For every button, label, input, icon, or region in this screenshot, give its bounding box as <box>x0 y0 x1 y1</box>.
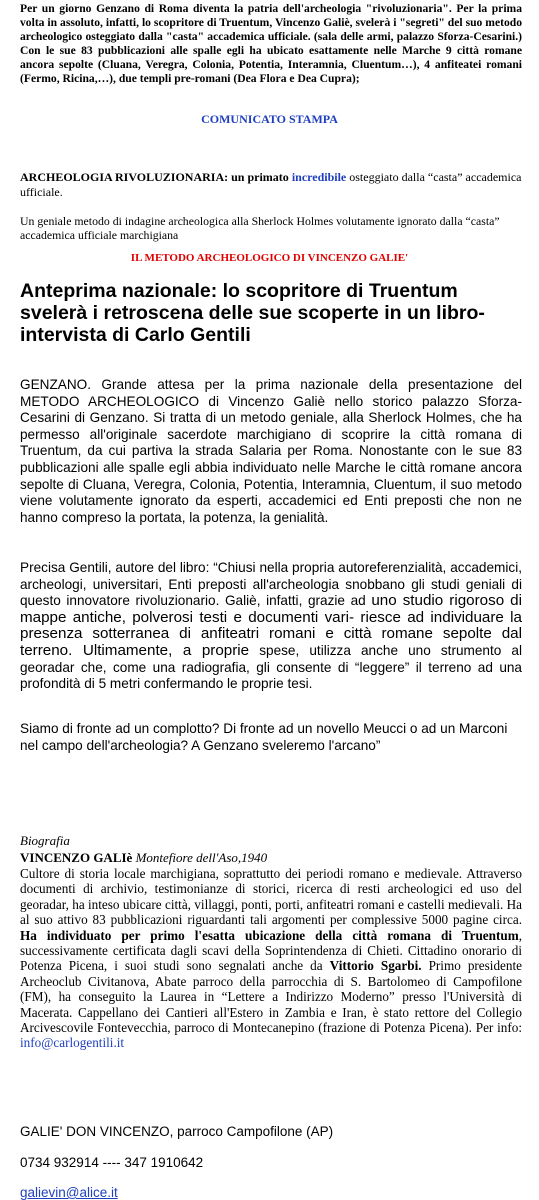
biography-text <box>20 866 522 1051</box>
biography-bold1: Ha individuato per primo l'esatta ubicazione della città romana di Truentum <box>20 927 519 943</box>
paragraph-genzano: GENZANO. Grande attesa per la prima nazionale della presentazione del METODO ARCHEOLOGICO di Vincenzo Galiè nello storico palazzo Sforza-Cesarini di Genzano. Si tratta di un metodo geniale, alla Sherlock Holmes, che ha permesso all'originale sacerdote marchigiano di scoprire la città romana di Truentum, da cui partiva la strada Salaria per Roma. Nonostante con le sue 83 pubblicazioni alle spalle egli abbia individuato nelle Marche le città romane ancora sepolte di Cluana, Veregra, Colonia, Potentia, Interamnia, Cluentum, il suo metodo viene volutamente ignorato da esperti, accademici ed Enti preposti che non ne hanno compreso la portata, la potenza, la genialità. <box>20 377 522 525</box>
geniale-metodo-line: Un geniale metodo di indagine archeologica alla Sherlock Holmes volutamente ignorato dalla “casta” accademica ufficiale marchigiana <box>20 214 500 242</box>
biography-text1: Cultore di storia locale marchigiana, soprattutto dei periodi romano e medievale. Attraverso documenti di archivio, testimonianze di storici, ricerca di resti archeologici ed uso del georadar, ha inteso ubicare città, villaggi, ponti, porti, anfiteatri romani e castelli medievali. Ha al suo attivo 83 pubblicazioni riguardanti tali argomenti per complessive 5000 pagine circa. <box>20 866 522 928</box>
contact-email-link[interactable]: galievin@alice.it <box>20 1185 118 1200</box>
paragraph-gentili-part3: spese, utilizza anche uno strumento al georadar che, come una radiografia, gli consente di “leggere” il terreno ad una profondità di 5 metri confermando le proprie tesi. <box>20 642 522 692</box>
archeologia-highlight: incredibile <box>291 170 347 184</box>
archeologia-label: ARCHEOLOGIA RIVOLUZIONARIA: <box>20 170 229 184</box>
contact-name: GALIE' DON VINCENZO, parroco Campofilone (AP) <box>20 1124 334 1139</box>
metodo-title: IL METODO ARCHEOLOGICO DI VINCENZO GALIE' <box>130 252 409 264</box>
biography-label: Biografia <box>20 833 70 848</box>
comunicato-stampa-heading: COMUNICATO STAMPA <box>201 112 338 126</box>
biography-text3: Primo presidente Archeoclub Civitanova, Abate parroco della parrocchia di S. Bartolomeo di Campofilone (FM), ha conseguito la Laurea in “Lettere a Indirizzo Moderno” presso l'Università di Macerata. Cappellano dei Cantieri all'Estero in Zambia e Iran, è stato rettore del Collegio Arcivescovile Fontevecchia, parroco di Montecanepino (frazione di Potenza Picena). Per info: <box>20 958 523 1036</box>
paragraph-gentili-part1: Precisa Gentili, autore del libro: “Chiusi nella propria autoreferenzialità, accademici, archeologi, universitari, Enti preposti all'archeologia snobbano gli studi geniali di questo innovatore rivoluzionario. Galiè, infatti, grazie ad <box>20 560 522 609</box>
archeologia-rivoluzionaria-line <box>20 170 522 200</box>
paragraph-complotto: Siamo di fronte ad un complotto? Di fronte ad un novello Meucci o ad un Marconi nel campo dell'archeologia? A Genzano sveleremo l'arcano” <box>20 721 508 753</box>
biography-email-link[interactable]: info@carlogentili.it <box>20 1035 125 1051</box>
biography-bold2: Vittorio Sgarbi. <box>329 958 422 974</box>
biography-text2: , successivamente certificata dagli scavi della Soprintendenza di Chieti. Cittadino onorario di Potenza Picena, i suoi studi sono segnalati anche da <box>20 927 522 974</box>
paragraph-gentili <box>20 560 522 693</box>
headline: Anteprima nazionale: lo scopritore di Truentum svelerà i retroscena delle sue scoperte in un libro-intervista di Carlo Gentili <box>20 280 485 346</box>
paragraph-gentili-part2: uno studio rigoroso di mappe antiche, polverosi testi e documenti vari- riesce ad individuare la presenza sotterranea di anfiteatri romani e città romane sepolte dal terreno. Ultimamente, a proprie <box>20 592 523 659</box>
biography-name: VINCENZO GALIè <box>20 850 133 865</box>
biography-heading <box>20 850 522 866</box>
biography-birth: Montefiore dell'Aso,1940 <box>135 850 268 865</box>
archeologia-post: osteggiato dalla “casta” accademica ufficiale. <box>20 170 522 199</box>
contact-phones: 0734 932914 ---- 347 1910642 <box>20 1155 204 1170</box>
archeologia-pre: un primato <box>231 170 289 184</box>
intro-paragraph: Per un giorno Genzano di Roma diventa la patria dell'archeologia "rivoluzionaria". Per la prima volta in assoluto, infatti, lo scopritore di Truentum, Vincenzo Galiè, svelerà i "segreti" del suo metodo archeologico osteggiato dalla "casta" accademica ufficiale. (sala delle armi, palazzo Sforza-Cesarini.) Con le sue 83 pubblicazioni alle spalle egli ha ubicato esattamente nelle Marche 9 città romane ancora sepolte (Cluana, Veregra, Colonia, Potentia, Interamnia, Cluentum…), 4 anfiteatei romani (Fermo, Ricina,…), due templi pre-romani (Dea Flora e Dea Cupra); <box>20 2 522 85</box>
